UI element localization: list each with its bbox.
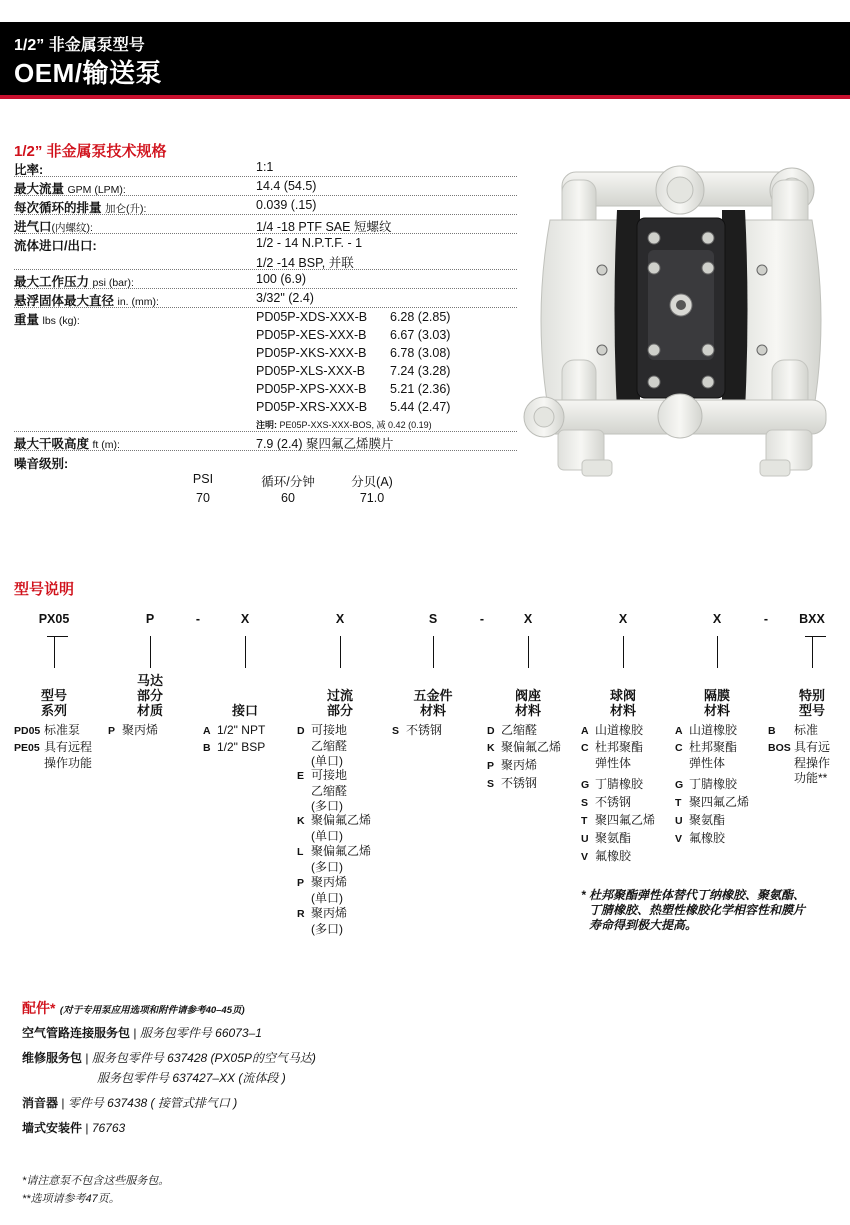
option-item: E 可接地 乙缩醛 (多口) [297,768,348,813]
code-separator: - [195,612,201,626]
accessory-item: 墙式安装件 | 76763 [22,1121,126,1135]
option-item: C 杜邦聚酯 弹性体 [675,740,738,770]
connector-line [54,636,55,668]
option-item: P 聚丙烯 [487,758,538,772]
divider [14,307,517,308]
option-item: PD05 标准泵 [14,723,81,737]
weight-row [256,310,451,324]
spec-label: 悬浮固体最大直径 [14,294,115,308]
group-heading-wetted: 过流 部分 [326,688,353,718]
spec-unit: ft (m): [92,439,120,451]
weight-model: PD05P-XPS-XXX-B [256,382,367,396]
accessories-subtitle: (对于专用泵应用选项和附件请参考40–45页) [59,1005,245,1016]
header-title: OEM/输送泵 [14,58,162,88]
weight-value: 7.24 (3.28) [390,364,451,378]
noise-value: 71.0 [359,491,385,505]
spec-label: 每次循环的排量 [14,201,102,215]
model-code-title: 型号说明 [14,581,75,598]
option-item: C 杜邦聚酯 弹性体 [581,740,644,770]
spec-value: 0.039 (.15) [256,198,317,212]
weight-note-label: 注明: [256,420,277,430]
weight-model: PD05P-XKS-XXX-B [256,346,367,360]
spec-label: 最大工作压力 [14,275,90,289]
header-subtitle: 1/2” 非金属泵型号 [14,37,145,54]
weight-model: PD05P-XDS-XXX-B [256,310,368,324]
weight-row [256,364,451,378]
option-item: U 聚氨酯 [675,813,726,827]
option-item: S 不锈钢 [392,723,443,737]
spec-value: 3/32" (2.4) [256,291,314,305]
option-item: P 聚丙烯 [108,723,159,737]
option-item: BOS 具有远 程操作 功能** [768,740,831,785]
spec-value: 1:1 [256,160,274,174]
connector-line [433,636,434,668]
connector-line [623,636,624,668]
spec-value: 14.4 (54.5) [256,179,317,193]
option-item: T 聚四氟乙烯 [581,813,656,827]
option-item: G 丁腈橡胶 [581,777,644,791]
spec-unit: psi (bar): [92,277,134,289]
group-heading-special: 特别 型号 [798,688,825,718]
weight-note-text: PE05P-XXS-XXX-BOS, 减 0.42 (0.19) [279,420,432,430]
code-segment: X [335,612,345,626]
divider [14,176,517,177]
spec-value: 1/4 -18 PTF SAE 短螺纹 [256,220,392,234]
option-item: G 丁腈橡胶 [675,777,738,791]
option-item: R 聚丙烯 (多口) [297,906,348,936]
weight-value: 5.21 (2.36) [390,382,451,396]
spec-unit: lbs (kg): [42,315,80,327]
weight-value: 5.44 (2.47) [390,400,451,414]
option-item: V 氟橡胶 [581,849,632,863]
spec-unit: 加仑(升): [105,203,147,215]
divider [14,195,517,196]
divider [14,288,517,289]
footnote: *请注意泵不包含这些服务包。 [22,1175,170,1187]
group-heading-motor: 马达 部分 材质 [136,673,163,718]
option-item: D 可接地 乙缩醛 (单口) [297,723,348,768]
noise-header: 分贝(A) [351,475,393,489]
weight-model: PD05P-XRS-XXX-B [256,400,368,414]
connector-line [245,636,246,668]
divider [14,450,517,451]
accessory-item: 维修服务包 | 服务包零件号 637428 (PX05P的空气马达) [22,1051,316,1065]
divider [14,269,517,270]
weight-row [256,328,451,342]
weight-row [256,400,451,414]
spec-title: 1/2” 非金属泵技术规格 [14,143,167,160]
option-item: K 聚偏氟乙烯 [487,740,562,754]
noise-value: 70 [196,491,210,505]
spec-unit: GPM (LPM): [67,184,126,196]
weight-note [256,418,432,431]
spec-value: 100 (6.9) [256,272,307,286]
spec-unit: in. (mm): [117,296,159,308]
noise-value: 60 [281,491,295,505]
weight-row [256,382,451,396]
footnote: **选项请参考47页。 [22,1193,120,1205]
weight-value: 6.28 (2.85) [390,310,451,324]
weight-row [256,346,451,360]
header-accent-line [0,95,850,99]
accessory-item-continued: 服务包零件号 637427–XX (流体段 ) [97,1071,286,1085]
code-segment: X [523,612,533,626]
option-item: B 标准 [768,723,819,737]
option-item: A 山道橡胶 [581,723,644,737]
connector-line [717,636,718,668]
spec-label: 最大流量 [14,182,65,196]
divider [14,214,517,215]
connector-line [54,636,68,637]
weight-value: 6.78 (3.08) [390,346,451,360]
divider [14,431,517,432]
spec-label: 进气口 [14,220,52,234]
noise-header: 循环/分钟 [261,475,315,489]
option-item: D 乙缩醛 [487,723,538,737]
option-item: PE05 具有远程 操作功能 [14,740,93,770]
noise-header: PSI [192,472,214,486]
code-segment: X [712,612,722,626]
option-item: B 1/2" BSP [203,740,266,754]
group-heading-seat: 阀座 材料 [514,688,541,718]
option-item: L 聚偏氟乙烯 (多口) [297,844,372,874]
group-heading-diaphragm: 隔膜 材料 [703,688,730,718]
model-code-footnote: * 杜邦聚酯弹性体替代丁纳橡胶、聚氨酯、 丁腈橡胶、热塑性橡胶化学相容性和膜片 寿命得到极大提高。 [581,888,806,932]
accessories-title: 配件* [22,1000,56,1016]
code-segment: S [428,612,438,626]
option-item: U 聚氨酯 [581,831,632,845]
spec-value: 7.9 (2.4) 聚四氟乙烯膜片 [256,437,394,451]
weight-model: PD05P-XES-XXX-B [256,328,367,342]
accessories-header [22,998,245,1018]
code-separator: - [479,612,485,626]
pump-image [522,160,840,490]
spec-label: 噪音级别: [14,457,69,471]
accessory-item: 消音器 | 零件号 637438 ( 接管式排气口 ) [22,1096,238,1110]
code-segment: X [240,612,250,626]
code-segment: BXX [799,612,825,626]
connector-line [150,636,151,668]
group-heading-hardware: 五金件 材料 [413,688,453,718]
code-segment: PX05 [38,612,70,626]
spec-label: 流体进口/出口: [14,239,97,253]
code-segment: P [145,612,155,626]
connector-line [340,636,341,668]
option-item: S 不锈钢 [487,776,538,790]
option-item: P 聚丙烯 (单口) [297,875,348,905]
option-item: K 聚偏氟乙烯 (单口) [297,813,372,843]
spec-value: 1/2 - 14 N.P.T.F. - 1 [256,236,363,250]
accessory-item: 空气管路连接服务包 | 服务包零件号 66073–1 [22,1026,262,1040]
connector-line [812,636,813,668]
option-item: A 山道橡胶 [675,723,738,737]
spec-label: 重量 [14,313,40,327]
spec-label: 比率: [14,163,44,177]
connector-line [528,636,529,668]
option-item: A 1/2" NPT [203,723,266,737]
connector-line [812,636,826,637]
group-heading-port: 接口 [231,703,258,718]
code-separator: - [763,612,769,626]
spec-unit: (内螺纹): [51,222,93,234]
code-segment: X [618,612,628,626]
spec-value: 1/2 -14 BSP, 并联 [256,256,354,270]
weight-value: 6.67 (3.03) [390,328,451,342]
group-heading-series: 型号 系列 [40,688,67,718]
weight-model: PD05P-XLS-XXX-B [256,364,366,378]
divider [14,233,517,234]
option-item: V 氟橡胶 [675,831,726,845]
option-item: T 聚四氟乙烯 [675,795,750,809]
group-heading-ball: 球阀 材料 [609,688,636,718]
spec-label: 最大干吸高度 [14,437,90,451]
option-item: S 不锈钢 [581,795,632,809]
